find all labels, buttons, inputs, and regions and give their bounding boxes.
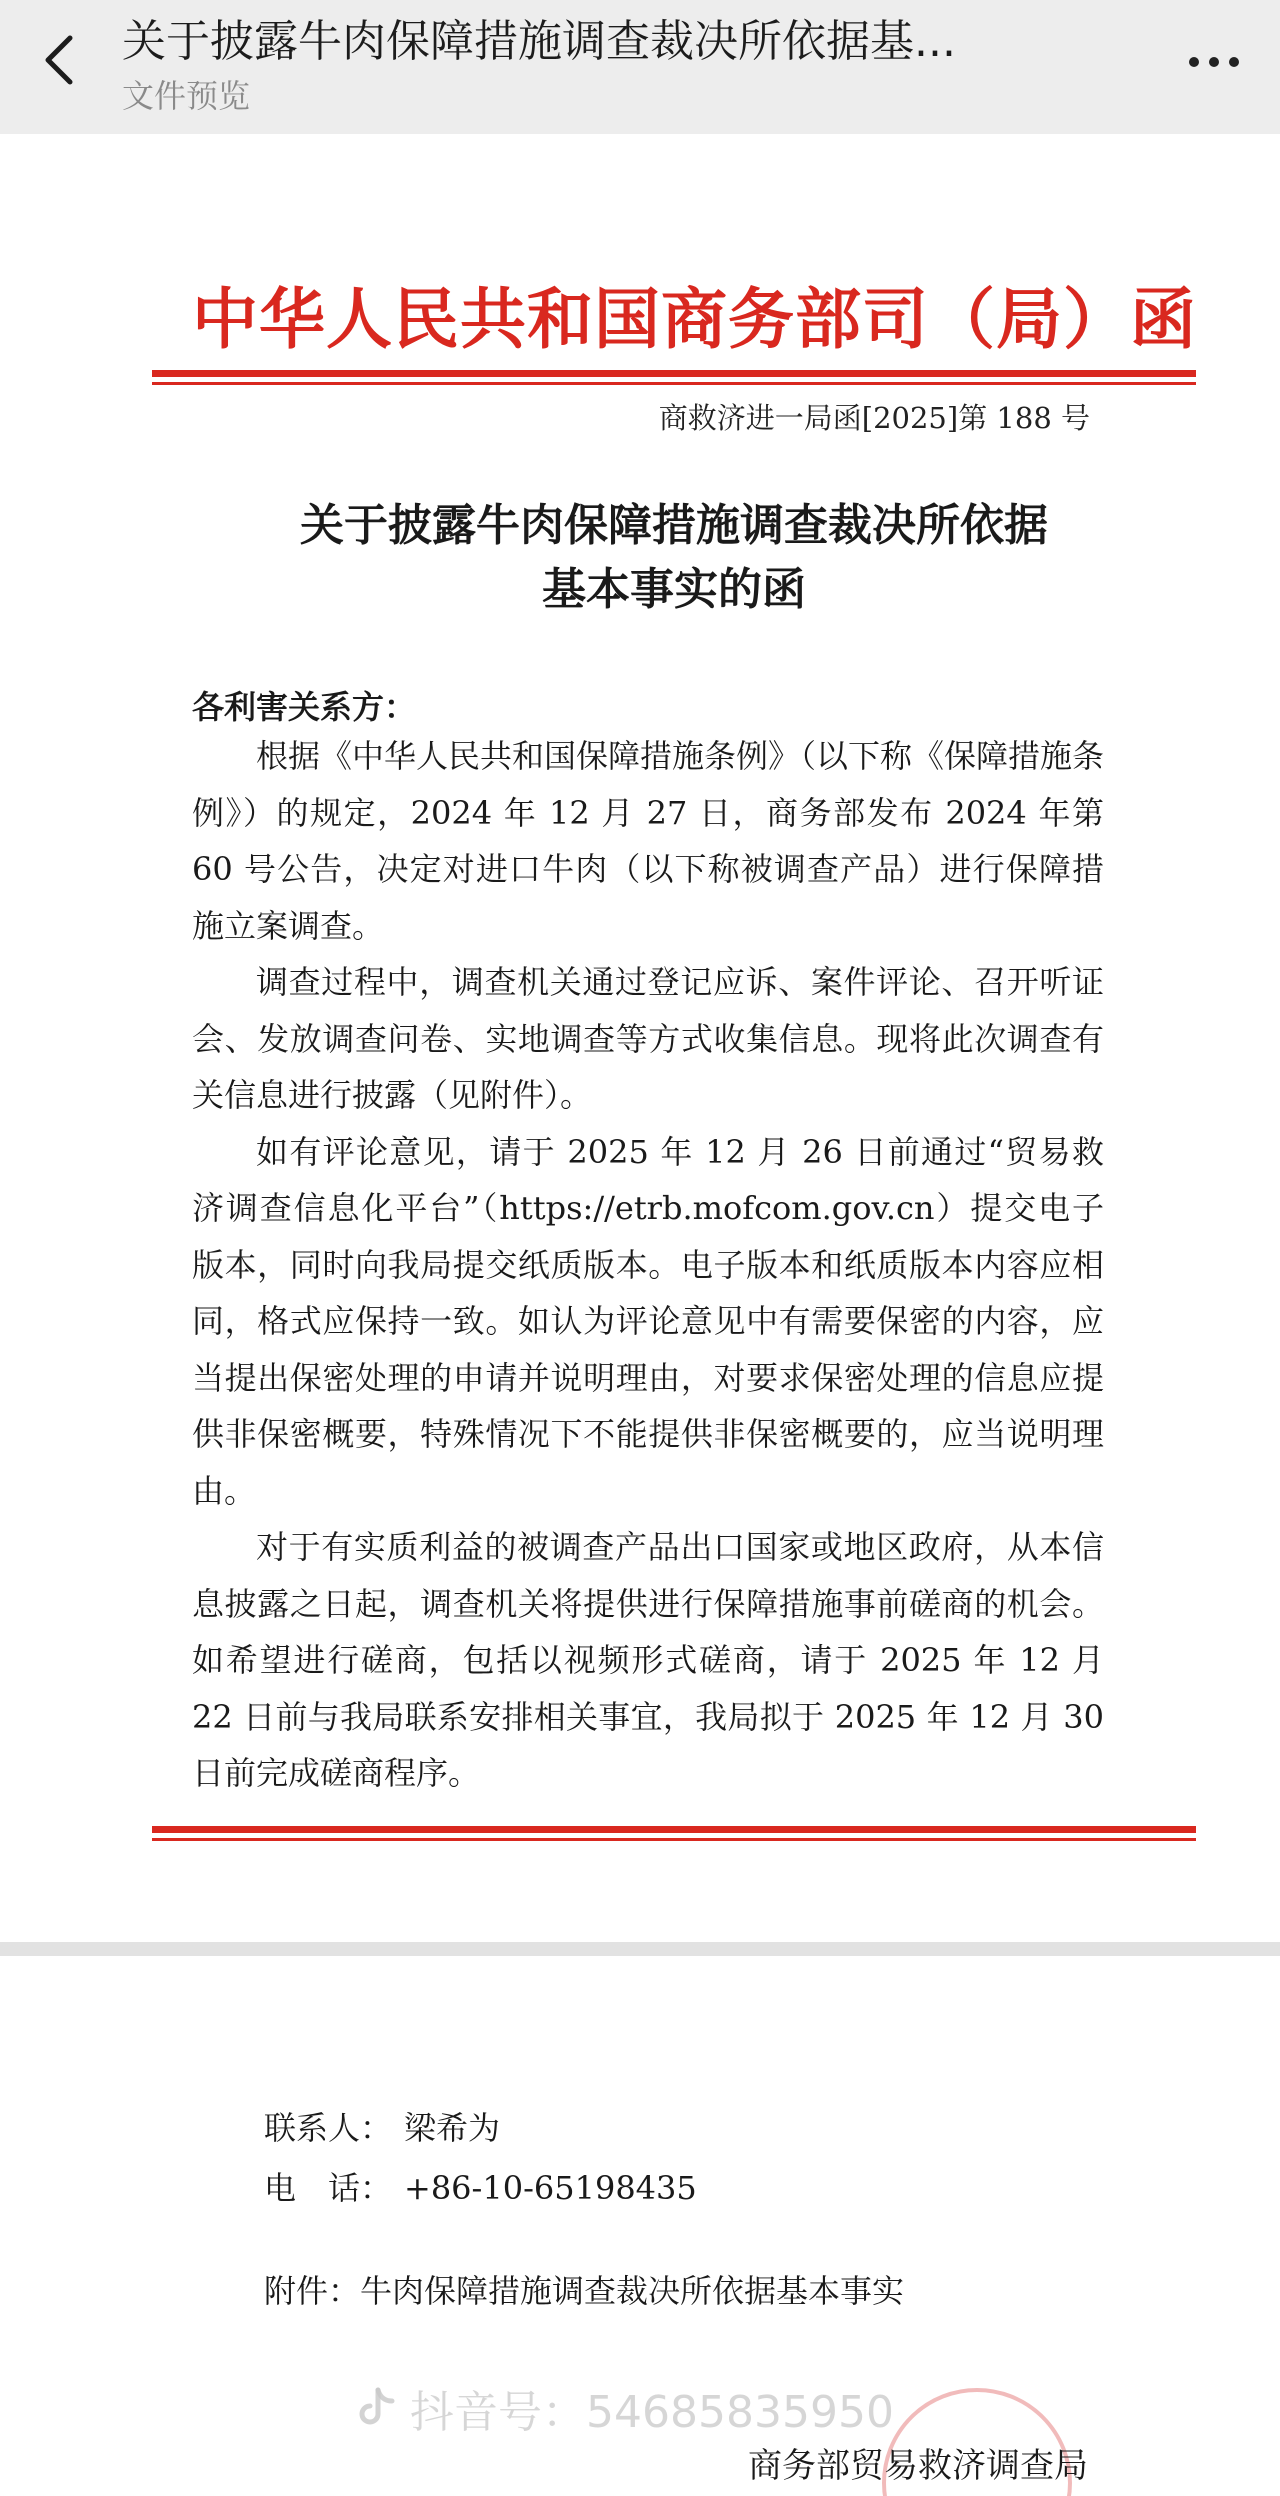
letter-title-line2: 基本事实的函 <box>542 564 806 615</box>
top-app-bar <box>0 0 1280 134</box>
contact-person-row <box>264 2098 697 2158</box>
footer-rule <box>152 1826 1196 1841</box>
letter-title-line1: 关于披露牛肉保障措施调查裁决所依据 <box>300 500 1048 551</box>
letter-title <box>152 494 1196 622</box>
letter-body <box>192 728 1104 1802</box>
chevron-left-icon <box>40 34 80 86</box>
paragraph: 如有评论意见，请于 2025 年 12 月 26 日前通过“贸易救济调查信息化平台”（https://etrb.mofcom.gov.cn）提交电子版本，同时向我局提交纸质版本。电子版本和纸质版本内容应相同，格式应保持一致。如认为评论意见中有需要保密的内容，应当提出保密处理的申请并说明理由，对要求保密处理的信息应提供非保密概要，特殊情况下不能提供非保密概要的，应当说明理由。 <box>192 1132 1104 1510</box>
salutation: 各利害关系方： <box>192 688 417 726</box>
paragraph: 对于有实质利益的被调查产品出口国家或地区政府，从本信息披露之日起，调查机关将提供进行保障措施事前磋商的机会。如希望进行磋商，包括以视频形式磋商，请于 2025 年 12 月 22 日前与我局联系安排相关事宜，我局拟于 2025 年 12 月 30 日前完成磋商程序。 <box>192 1528 1104 1792</box>
phone-label: 电 话： <box>264 2169 393 2207</box>
attachment-line <box>264 2266 904 2312</box>
phone-row <box>264 2158 697 2218</box>
watermark <box>356 2376 894 2440</box>
more-horizontal-icon <box>1209 57 1219 67</box>
more-horizontal-icon <box>1189 57 1199 67</box>
contact-block <box>264 2098 697 2218</box>
attachment-label: 附件： <box>264 2272 361 2310</box>
page-separator <box>0 1942 1280 1956</box>
phone-value: +86-10-65198435 <box>404 2169 697 2207</box>
document-title: 关于披露牛肉保障措施调查裁决所依据基... <box>122 16 956 67</box>
letterhead: 中华人民共和国商务部司（局）函 <box>192 280 1197 358</box>
contact-person-label: 联系人： <box>264 2109 393 2147</box>
document-subtitle: 文件预览 <box>122 77 251 115</box>
document-number: 商救济进一局函[2025]第 188 号 <box>658 401 1090 435</box>
more-horizontal-icon <box>1229 57 1239 67</box>
contact-person-name: 梁希为 <box>404 2109 501 2147</box>
document-page-2 <box>0 1956 1280 2496</box>
watermark-text: 抖音号：54685835950 <box>410 2387 894 2438</box>
paragraph: 根据《中华人民共和国保障措施条例》（以下称《保障措施条例》）的规定，2024 年 12 月 27 日，商务部发布 2024 年第 60 号公告，决定对进口牛肉（以下称被调查产品）进行保障措施立案调查。 <box>192 737 1105 945</box>
back-button[interactable] <box>28 28 92 92</box>
attachment-value: 牛肉保障措施调查裁决所依据基本事实 <box>360 2272 905 2310</box>
document-page-1 <box>0 134 1280 1942</box>
letterhead-rule-top <box>152 370 1196 385</box>
douyin-logo-icon <box>356 2386 396 2430</box>
more-options-button[interactable] <box>1174 38 1254 86</box>
title-block <box>122 12 1112 118</box>
paragraph: 调查过程中，调查机关通过登记应诉、案件评论、召开听证会、发放调查问卷、实地调查等方式收集信息。现将此次调查有关信息进行披露（见附件）。 <box>192 963 1104 1114</box>
signer-organization: 商务部贸易救济调查局 <box>748 2446 1088 2486</box>
